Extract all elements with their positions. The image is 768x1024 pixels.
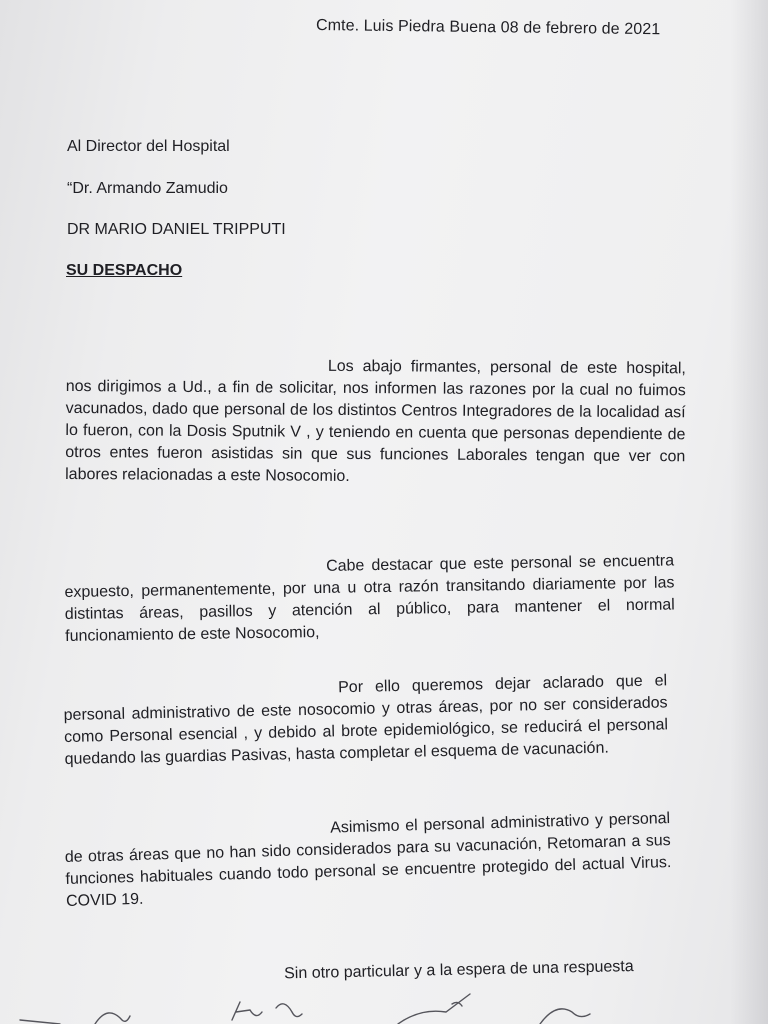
paragraph-2 [64,550,675,648]
paragraph-4-text: Asimismo el personal administrativo y personal de otras áreas que no han sido considerados para su vacunación, Retomaran a sus funciones habituales cuando todo personal se encuentre protegido del actual Virus. COVID 19. [64,810,672,910]
handwritten-signature-marks-icon [0,990,768,1024]
paragraph-2-text: Cabe destacar que este personal se encuentra expuesto, permanentemente, por una u otra razón transitando diariamente por las distintas áreas, pasillos y atención al público, para mantener el normal funcionamiento de este Nosocomio, [64,552,675,645]
page-edge-shadow [730,0,768,1024]
paragraph-3-text: Por ello queremos dejar aclarado que el personal administrativo de este nosocomio y otras áreas, por no ser considerados como Personal esencial , y debido al brote epidemiológico, se reducirá el personal quedando las guardias Pasivas, hasta completar el esquema de vacunación. [63,672,669,768]
addressee-line-1: Al Director del Hospital [67,138,230,155]
paragraph-indent [62,978,284,983]
addressee-line-3: DR MARIO DANIEL TRIPPUTI [67,221,286,238]
paragraph-indent [64,833,330,840]
addressee-line-2: “Dr. Armando Zamudio [67,180,228,197]
closing-paragraph [62,956,652,990]
salutation-heading: SU DESPACHO [66,262,183,279]
paragraph-indent [66,369,328,371]
paragraph-indent [63,692,338,698]
date-line: Cmte. Luis Piedra Buena 08 de febrero de 2021 [315,17,661,39]
paragraph-1-text: Los abajo firmantes, personal de este hospital, nos dirigimos a Ud., a fin de solicitar, nos informen las razones por la cual no fuimos vacunados, dado que personal de los distintos Centros Integradores de la localidad así lo fueron, con la Dosis Sputnik V , y teniendo en cuenta que personas dependiente de otros entes fueron asistidas sin que sus funciones Laborales tengan que ver con labores relacionadas a este Nosocomio. [65,357,686,485]
paragraph-4 [64,808,672,913]
paragraph-3 [63,670,669,771]
paragraph-1 [65,354,686,490]
paragraph-indent [64,571,326,575]
closing-paragraph-text: Sin otro particular y a la espera de una respuesta [283,958,634,983]
